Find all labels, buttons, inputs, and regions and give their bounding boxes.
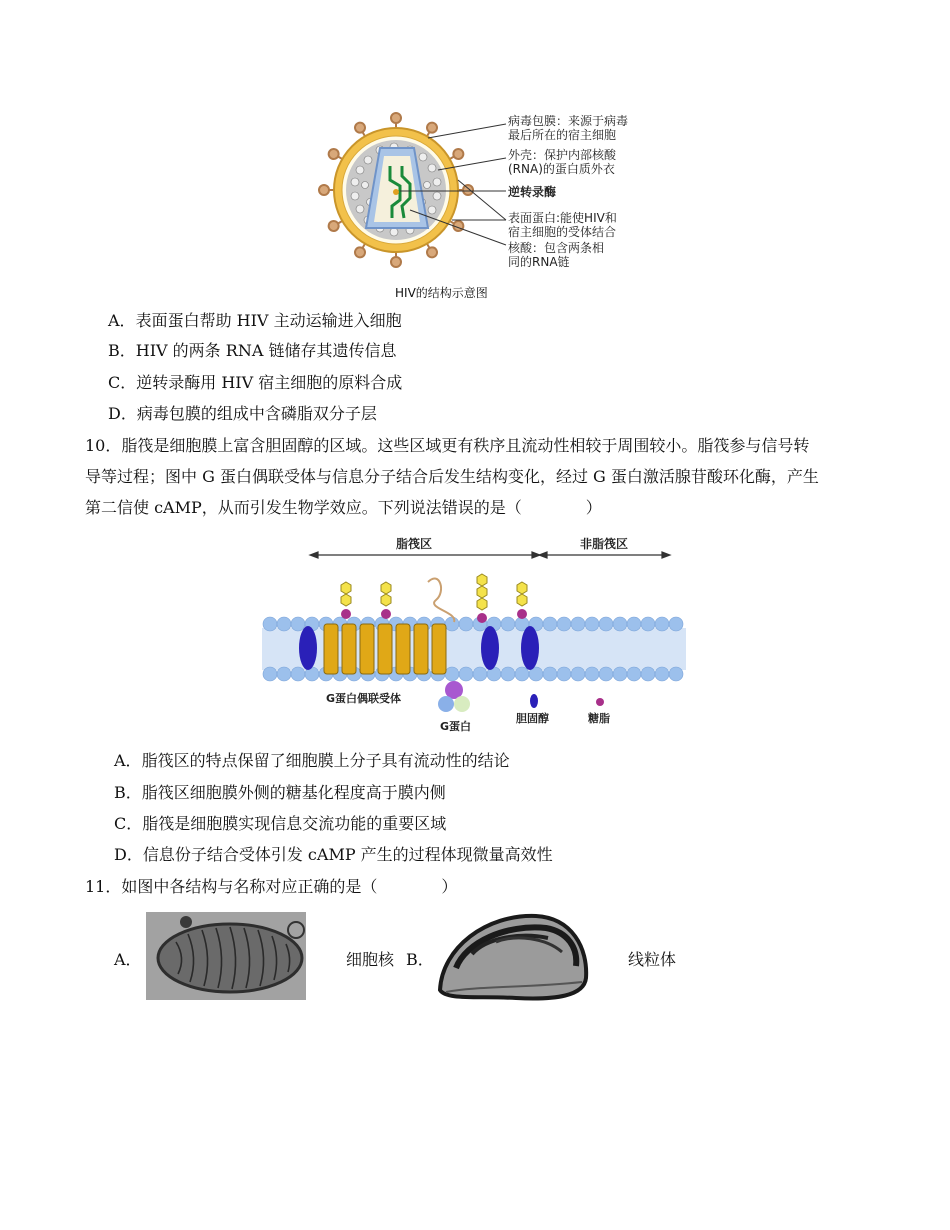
q11-stem: 11．如图中各结构与名称对应正确的是（ ）: [85, 877, 458, 896]
label-capsid-2: (RNA)的蛋白质外衣: [508, 162, 615, 176]
g-protein-coupled-receptor: [324, 624, 446, 674]
option-letter: C．: [114, 814, 143, 833]
cholesterol-label: 胆固醇: [516, 712, 549, 725]
q11-option-a-name: 细胞核: [346, 950, 395, 969]
g-protein-label: G蛋白: [440, 720, 472, 733]
label-surface-2: 宿主细胞的受体结合: [508, 225, 617, 239]
q10-option-d[interactable]: [114, 845, 553, 865]
glycolipid-legend-icon: [596, 698, 604, 706]
chloroplast-micrograph: [436, 908, 590, 1003]
nonraft-region-label: 非脂筏区: [580, 537, 629, 551]
lipid-raft-figure: [258, 530, 690, 740]
hiv-figure-caption: HIV的结构示意图: [395, 286, 488, 300]
option-text: 脂筏是细胞膜实现信息交流功能的重要区域: [142, 814, 447, 833]
q10-stem-line3: 第二信使 cAMP，从而引发生物学效应。下列说法错误的是（ ）: [85, 498, 602, 517]
q10-option-a[interactable]: [114, 751, 510, 771]
raft-region-label: 脂筏区: [396, 537, 433, 551]
mitochondrion-micrograph: [146, 912, 306, 1000]
option-letter: A．: [114, 751, 142, 770]
hiv-structure-figure: [310, 110, 660, 285]
q10-stem-line2: 导等过程；图中 G 蛋白偶联受体与信息分子结合后发生结构变化，经过 G 蛋白激活腺苷酸环化酶，产生: [85, 467, 819, 486]
glycolipid-label: 糖脂: [588, 712, 610, 725]
label-reverse-transcriptase: 逆转录酶: [508, 185, 557, 199]
q11-option-b-name: 线粒体: [628, 950, 677, 969]
option-letter: B．: [114, 783, 142, 802]
option-text: 病毒包膜的组成中含磷脂双分子层: [136, 404, 377, 423]
gpcr-label: G蛋白偶联受体: [326, 692, 402, 705]
option-letter: A．: [108, 311, 136, 330]
q10-option-b[interactable]: [114, 783, 446, 803]
q9-option-b[interactable]: [108, 341, 396, 361]
q9-option-c[interactable]: [108, 373, 402, 393]
q10-stem: [85, 430, 865, 523]
q9-option-d[interactable]: [108, 404, 377, 424]
option-text: 逆转录酶用 HIV 宿主细胞的原料合成: [136, 373, 403, 392]
cholesterol-legend-icon: [530, 694, 538, 708]
option-letter: D．: [108, 404, 137, 423]
option-letter: D．: [114, 845, 143, 864]
option-letter: B．: [108, 341, 136, 360]
label-envelope-2: 最后所在的宿主细胞: [508, 128, 617, 142]
q11-option-a-letter[interactable]: A．: [114, 950, 142, 969]
label-envelope-1: 病毒包膜：来源于病毒: [508, 114, 629, 128]
label-surface-1: 表面蛋白:能使HIV和: [508, 211, 617, 225]
option-letter: C．: [108, 373, 137, 392]
q10-stem-line1: 10．脂筏是细胞膜上富含胆固醇的区域。这些区域更有秩序且流动性相较于周围较小。脂筏参与信号转: [85, 436, 810, 455]
option-text: 表面蛋白帮助 HIV 主动运输进入细胞: [135, 311, 402, 330]
label-capsid-1: 外壳：保护内部核酸: [508, 148, 617, 162]
label-nucleic-1: 核酸：包含两条相: [508, 241, 605, 255]
g-protein: [438, 681, 470, 712]
label-nucleic-2: 同的RNA链: [508, 255, 570, 269]
reverse-transcriptase-dot: [393, 189, 399, 195]
q9-option-a[interactable]: [108, 311, 402, 331]
option-text: HIV 的两条 RNA 链储存其遗传信息: [135, 341, 397, 360]
option-text: 信息份子结合受体引发 cAMP 产生的过程体现微量高效性: [142, 845, 553, 864]
option-text: 脂筏区的特点保留了细胞膜上分子具有流动性的结论: [141, 751, 510, 770]
option-text: 脂筏区细胞膜外侧的糖基化程度高于膜内侧: [141, 783, 446, 802]
q10-option-c[interactable]: [114, 814, 446, 834]
q11-option-b-letter[interactable]: B．: [406, 950, 434, 969]
